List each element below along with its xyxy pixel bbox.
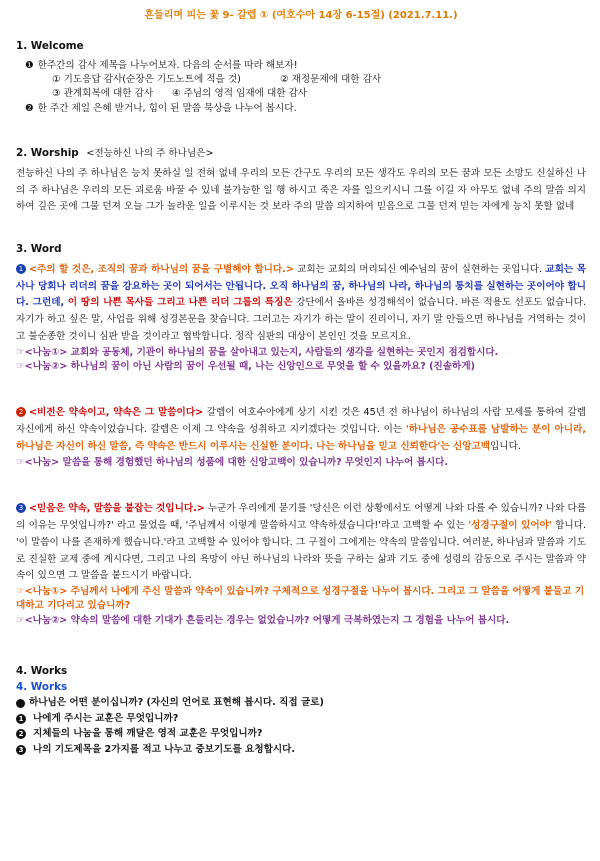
word-p1-title: <주의 할 것은, 조직의 꿈과 하나님의 꿈을 구별해야 합니다.>: [29, 263, 294, 275]
welcome-item-1-text: 한주간의 감사 제목을 나누어보자. 다음의 순서를 따라 해보자!: [37, 59, 298, 71]
works-heading-blue: 4. Works: [16, 680, 68, 693]
welcome-sub-1: ① 기도응답 감사(순장은 기도노트에 적을 것): [52, 74, 241, 85]
works-section: [16, 664, 586, 757]
welcome-heading: 1. Welcome: [16, 40, 84, 52]
word-p1-text-2: 강단에서 올바른 성경해석이 없습니다. 바른 적용도 선포도 없습니다. 자기가 하고 싶은 말, 사업을 위해 성경본문을 찾습니다. 그러고는 자기가 하는 말이 진리이니, 자기 말 안들으면 하나님을 거역하는 것이고 불순종한 것이니 심판 받을 것이라고 협박합니다. 정작 심판의 대상이 본인인 것을 모르지요.: [16, 297, 586, 342]
spacer: [16, 470, 586, 501]
worship-heading: [16, 146, 586, 162]
welcome-sub-row-1: [25, 73, 586, 87]
word-p1-emphasis: 교회는 목사나 당회나 리더의 꿈을 강요하는 곳이 되어서는 안됩니다. 오직 하나님의 꿈, 하나님의 나라, 하나님의 통치를 실현하는 곳이어야 합니다. 그런데,: [16, 263, 586, 309]
word-p2-title: <비전은 약속이고, 약속은 그 말씀이다>: [29, 407, 204, 419]
word-p3-question-1: ☞<나눔①> 주님께서 나에게 주신 말씀과 약속이 있습니까? 구체적으로 성경구절을 나누어 봅시다. 그리고 그 말씀을 어떻게 붙들고 기대하고 기다리고 있습니까?: [16, 586, 585, 612]
number-3-badge-icon: 3: [16, 503, 26, 513]
number-2-badge-icon: 2: [16, 729, 26, 739]
worship-section: [16, 146, 586, 216]
worship-heading-text: 2. Worship: [16, 147, 79, 160]
welcome-section: [16, 39, 586, 116]
welcome-item-2-text: 한 주간 제일 은혜 받거나, 힘이 된 말씀 묵상을 나누어 봅시다.: [37, 102, 297, 114]
works-item-4-text: 나의 기도제목을 2가지를 적고 나누고 중보기도를 요청합시다.: [33, 743, 296, 755]
works-item-3: [16, 727, 586, 741]
works-item-1-text: 하나님은 어떤 분이십니까? (자신의 언어로 표현해 봅시다. 직접 글로): [29, 697, 324, 709]
page-title: 흔들리며 피는 꽃 9- 갈렙 ① (여호수아 14장 6-15절) (2021.7.11.): [144, 10, 458, 21]
spacer: [16, 628, 586, 664]
worship-lyrics: 전능하신 나의 주 하나님은 능치 못하실 일 전혀 없네 우리의 모든 간구도 우리의 모든 생각도 우리의 모든 꿈과 모든 소망도 신실하신 나의 주 하나님은 우리의 모든 괴로움 바꿀 수 있네 불가능한 일 행 하시고 죽은 자를 일으키시니 그를 이길 자 아무도 없네 주의 말씀 의지하여 깊은 곳에 그물 던져 오늘 그가 놀라운 일을 이루시는 것 보라 주의 말씀 의지하여 믿음으로 그물 던져 믿는 자에게 능치 못할 없네: [16, 167, 586, 213]
works-item-4: [16, 743, 586, 757]
works-heading: 4. Works: [16, 665, 68, 678]
works-item-2-text: 나에게 주시는 교훈은 무엇입니까?: [33, 712, 179, 724]
word-p3-text-2: 합니다. '이 말씀이 나를 존재하게 했습니다.'라고 고백할 수 있어야 합니다. 그 구절이 그에게는 약속의 말씀입니다. 여러분, 하나님과 말씀과 기도로 진실한 교제 중에 계시다면, 그리고 나의 욕망이 아닌 하나님의 나라와 뜻을 구하는 삶과 기도 중에 성령의 감동으로 주시는 말씀과 약속이 있으면 그 말씀을 붙드시기 바랍니다.: [16, 519, 587, 582]
bullet-1-icon: ❶: [25, 59, 34, 71]
works-item-1: [16, 696, 586, 710]
word-p3-title: <믿음은 약속, 말씀을 붙잡는 것입니다.>: [29, 503, 205, 515]
word-section: [16, 242, 586, 628]
word-p1-question-2: ☞<나눔②> 하나님의 꿈이 아닌 사람의 꿈이 우선될 때, 나는 신앙인으로 무엇을 할 수 있을까요? (진솔하게): [16, 361, 475, 373]
word-p1-text-1: 교회는 교회의 머리되신 예수님의 꿈이 실현하는 곳입니다.: [293, 263, 546, 275]
word-paragraph-1: [16, 262, 586, 346]
word-p3-text-1: 누군가 우리에게 묻기를 '당신은 이런 상황에서도 어떻게 나와 다를 수 있습니까? 나와 다름의 이유는 무엇입니까?' 라고 물었을 때, '주님께서 이렇게 말씀하시고 약속하셨습니다!'라고 고백할 수 있는: [16, 503, 586, 531]
number-1-badge-icon: 1: [16, 714, 26, 724]
number-3-badge-icon: 3: [16, 745, 26, 755]
number-2-badge-icon: 2: [16, 407, 26, 417]
word-p3-highlight: '성경구절이 있어야': [468, 519, 552, 531]
works-item-2: [16, 712, 586, 726]
bullet-dot-icon: [16, 699, 25, 708]
word-p2-highlight: '하나님은 공수표를 남발하는 분이 아니라, 하나님은 자신이 하신 말씀, 즉 약속은 반드시 이루시는 신실한 분이다. 나는 하나님을 믿고 신뢰한다'는 신앙고백: [16, 424, 586, 452]
welcome-sub-row-2: [25, 87, 586, 101]
word-p2-text-1: 갈렙이 여호수아에게 상기 시킨 것은 45년 전 하나님이 하나님의 사람 모세를 통하여 갈렙 자신에게 하신 약속이었습니다. 갈렙은 이제 그 약속을 성취하고 지키겠다는 것입니다. 이는: [16, 407, 586, 436]
word-p3-question-2: ☞<나눔②> 약속의 말씀에 대한 기대가 흔들리는 경우는 없었습니까? 어떻게 극복하였는지 그 경험을 나누어 봅시다.: [16, 614, 510, 626]
works-item-3-text: 지체들의 나눔을 통해 깨달은 영적 교훈은 무엇입니까?: [33, 728, 263, 740]
word-paragraph-2: [16, 405, 586, 455]
spacer: [16, 216, 586, 242]
word-p2-text-2: 입니다.: [490, 440, 521, 452]
spacer: [16, 374, 586, 405]
worship-song-title: <전능하신 나의 주 하나님은>: [86, 148, 214, 160]
spacer: [16, 116, 586, 146]
welcome-sub-3: ③ 관계회복에 대한 감사: [52, 88, 154, 100]
word-p2-question: ☞<나눔> 말씀을 통해 경험했던 하나님의 성품에 대한 신앙고백이 있습니까? 무엇인지 나누어 봅시다.: [16, 456, 449, 468]
welcome-item-2: [25, 102, 586, 116]
word-heading: 3. Word: [16, 243, 62, 256]
welcome-item-1: [25, 59, 586, 73]
word-paragraph-3: [16, 501, 586, 585]
word-p1-highlight: 이 땅의 나쁜 목사들 그리고 나쁜 리더 그룹의 특징은: [67, 297, 293, 309]
welcome-list: [16, 59, 586, 117]
number-1-badge-icon: 1: [16, 264, 26, 274]
welcome-sub-2: ② 재정문제에 대한 감사: [280, 74, 382, 85]
bullet-2-icon: ❷: [25, 102, 34, 114]
word-p1-question-1: ☞<나눔①> 교회와 공동체, 기관이 하나님의 꿈을 살아내고 있는지, 사람들의 생각을 실현하는 곳인지 점검합시다.: [16, 346, 499, 358]
welcome-sub-4: ④ 주님의 영적 임재에 대한 감사: [172, 88, 308, 100]
